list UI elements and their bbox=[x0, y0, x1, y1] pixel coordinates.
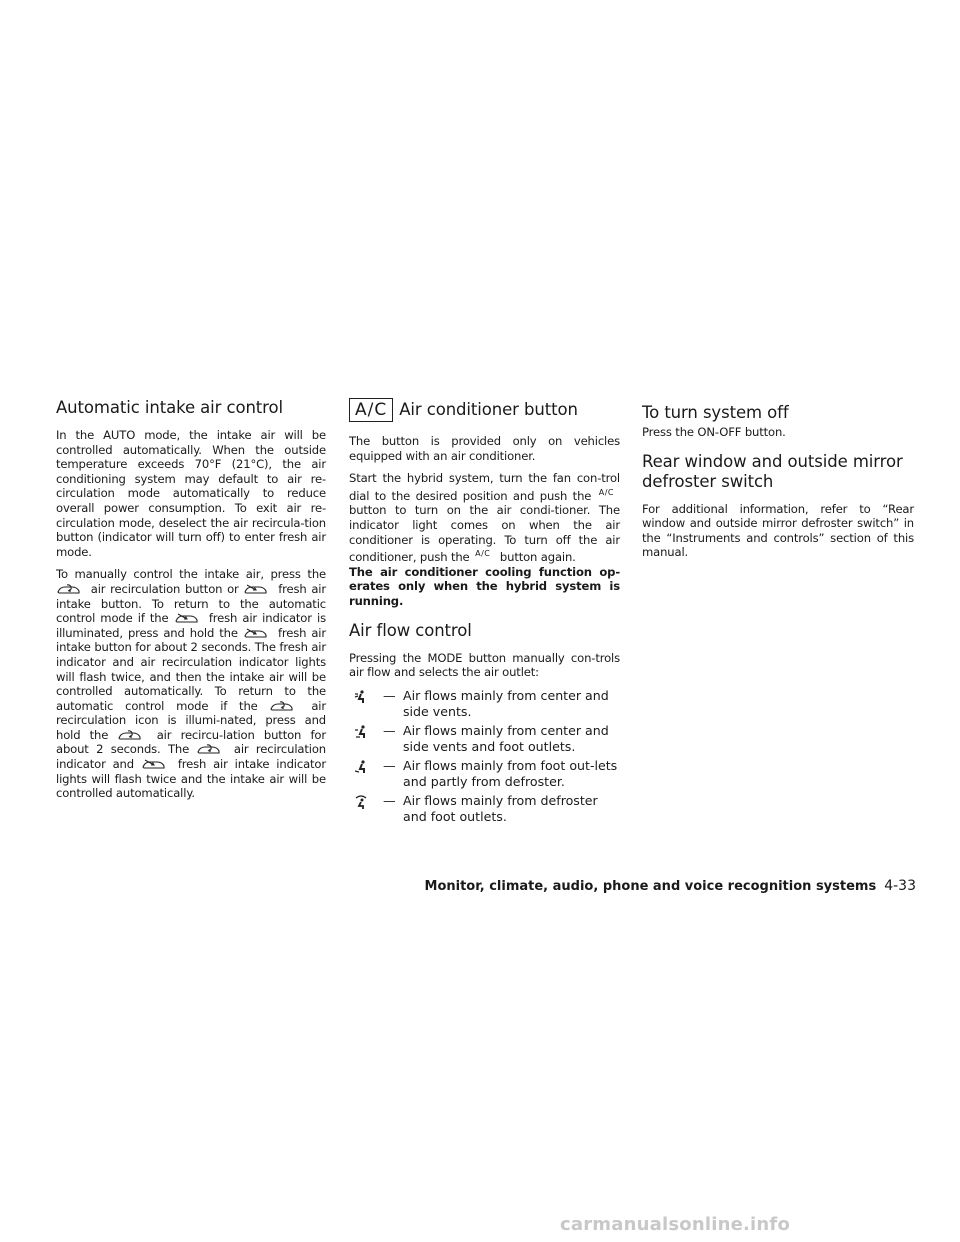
recirculation-icon bbox=[117, 729, 143, 740]
watermark: carmanualsonline.info bbox=[560, 1214, 791, 1235]
ac-inline-icon: A/C bbox=[475, 549, 491, 559]
list-item: — Air flows mainly from center and side vents and foot outlets. bbox=[349, 723, 620, 755]
column-air-conditioner bbox=[349, 398, 620, 828]
paragraph-on-off: Press the ON-OFF button. bbox=[642, 425, 786, 439]
paragraph-manual-control: To manually control the intake air, press the air recirculation button or fresh air intake button. To return to the automatic control mode if the fresh air indicator is illuminated, press and hold the fresh air intake button for about 2 seconds. The fresh air indicator and air recirculation indicator lights will flash twice, and then the intake air will be controlled automatically. To return to the automatic control mode if the air recirculation icon is illumi-nated, press and hold the air recircu-lation button for about 2 seconds. The air recirculation indicator and fresh air intake indicator lights will flash twice and the intake air will be controlled automatically. bbox=[56, 567, 326, 801]
heading-rear-defroster: Rear window and outside mirror defroster switch bbox=[642, 451, 903, 491]
heading-automatic-intake: Automatic intake air control bbox=[56, 398, 283, 417]
fresh-air-icon bbox=[243, 627, 269, 638]
paragraph-auto-mode: In the AUTO mode, the intake air will be controlled automatically. When the outside temperature exceeds 70°F (21°C), the air conditioning system may default to air re-circulation mode automatically to reduce overall power consumption. To exit air re-circulation mode, deselect the air recircula-tion button (indicator will turn off) to enter fresh air mode. bbox=[56, 428, 326, 559]
fresh-air-icon bbox=[174, 612, 200, 623]
bi-level-vent-icon bbox=[349, 723, 383, 755]
list-item: — Air flows mainly from center and side vents. bbox=[349, 688, 620, 720]
page-number: 4-33 bbox=[884, 878, 916, 894]
recirculation-icon bbox=[196, 743, 222, 754]
paragraph-ac-warning: The air conditioner cooling function op-erates only when the hybrid system is running. bbox=[349, 564, 620, 608]
defrost-foot-vent-icon bbox=[349, 793, 383, 825]
paragraph-mode-button: Pressing the MODE button manually con-trols air flow and selects the air outlet: bbox=[349, 650, 620, 680]
paragraph-ac-operation: Start the hybrid system, turn the fan con-trol dial to the desired position and push the A/C button to turn on the air condi-tioner. The indicator light comes on when the air conditioner is operating. To turn off the air conditioner, push the A/C button again. bbox=[349, 471, 620, 565]
fresh-air-icon bbox=[243, 583, 269, 594]
column-system-off bbox=[642, 403, 914, 568]
paragraph-rear-defroster-ref: For additional information, refer to “Rear window and outside mirror defroster switch” in the “Instruments and controls” section of this manual. bbox=[642, 501, 914, 560]
section-title: Monitor, climate, audio, phone and voice recognition systems bbox=[424, 879, 877, 894]
foot-vent-icon bbox=[349, 758, 383, 790]
face-vent-icon bbox=[349, 688, 383, 720]
list-item: — Air flows mainly from defroster and foot outlets. bbox=[349, 793, 620, 825]
list-item: — Air flows mainly from foot out-lets and partly from defroster. bbox=[349, 758, 620, 790]
recirculation-icon bbox=[269, 700, 295, 711]
ac-button-icon: A/C bbox=[349, 398, 393, 422]
ac-inline-icon: A/C bbox=[598, 487, 614, 497]
heading-air-flow: Air flow control bbox=[349, 620, 472, 640]
paragraph-ac-equipped: The button is provided only on vehicles equipped with an air conditioner. bbox=[349, 434, 620, 463]
recirculation-icon bbox=[56, 583, 82, 594]
heading-air-conditioner: Air conditioner button bbox=[399, 400, 578, 419]
page-footer bbox=[425, 878, 916, 894]
fresh-air-icon bbox=[141, 758, 167, 769]
column-intake-air bbox=[56, 398, 326, 801]
heading-turn-system-off: To turn system off bbox=[642, 403, 789, 422]
ac-heading-row bbox=[349, 398, 620, 422]
